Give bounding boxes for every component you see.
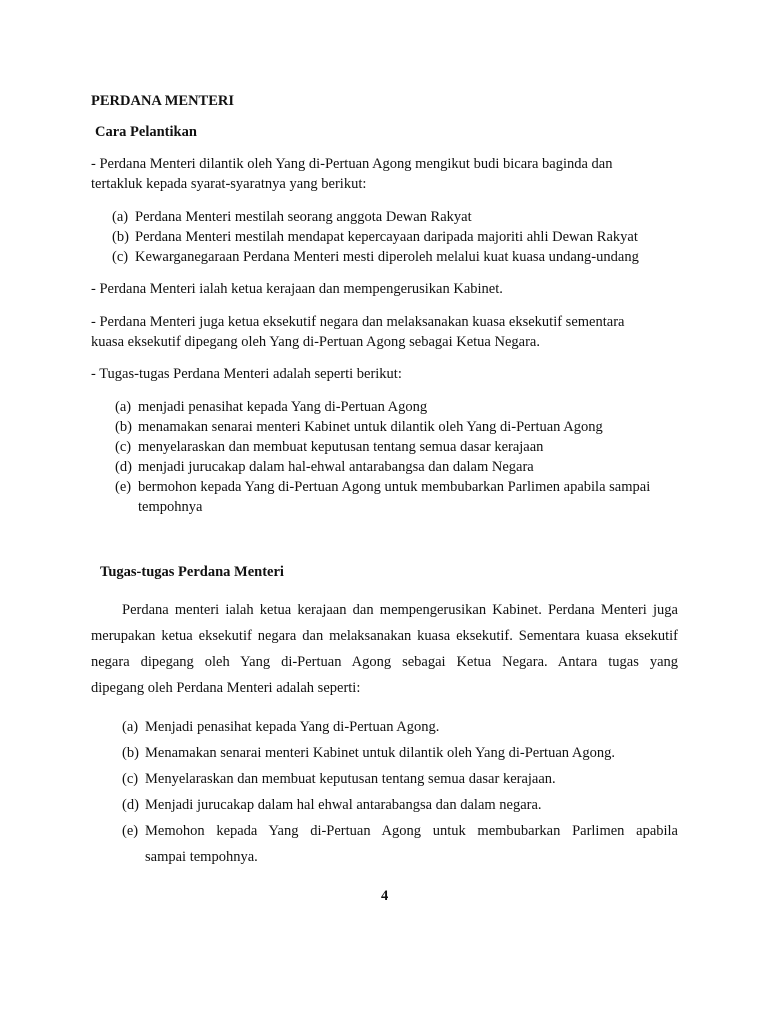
list-item-text: Menjadi jurucakap dalam hal ehwal antarabangsa dan dalam negara. — [145, 797, 542, 813]
list-item-text: Kewarganegaraan Perdana Menteri mesti diperoleh melalui kuat kuasa undang-undang — [135, 249, 639, 265]
list-item-text: Menjadi penasihat kepada Yang di-Pertuan Agong. — [145, 719, 440, 735]
list-item-label: (d) — [122, 797, 139, 813]
list-item-label: (c) — [122, 771, 139, 787]
list-item-label: (c) — [112, 249, 129, 265]
subheading-tugas-tugas: Tugas-tugas Perdana Menteri — [100, 564, 284, 580]
list-item-text: menjadi penasihat kepada Yang di-Pertuan Agong — [138, 399, 428, 415]
list-item-text: Menamakan senarai menteri Kabinet untuk dilantik oleh Yang di-Pertuan Agong. — [145, 745, 615, 761]
paragraph-line: - Perdana Menteri dilantik oleh Yang di-Pertuan Agong mengikut budi bicara baginda dan — [91, 156, 613, 172]
list-item-label: (e) — [115, 479, 132, 495]
list-item-label: (a) — [122, 719, 139, 735]
paragraph-line: kuasa eksekutif dipegang oleh Yang di-Pertuan Agong sebagai Ketua Negara. — [91, 334, 540, 350]
list-item-text: Perdana Menteri mestilah seorang anggota Dewan Rakyat — [135, 209, 472, 225]
list-item-label: (e) — [122, 823, 139, 839]
list-item-label: (d) — [115, 459, 132, 475]
subheading-cara-pelantikan: Cara Pelantikan — [95, 124, 197, 140]
list-item-text-continued: tempohnya — [138, 499, 203, 515]
list-item-text: bermohon kepada Yang di-Pertuan Agong untuk membubarkan Parlimen apabila sampai — [138, 479, 651, 495]
list-item-text: Perdana Menteri mestilah mendapat kepercayaan daripada majoriti ahli Dewan Rakyat — [135, 229, 638, 245]
paragraph-line: negara dipegang oleh Yang di-Pertuan Agong sebagai Ketua Negara. Antara tugas yang — [91, 654, 678, 670]
paragraph-line: tertakluk kepada syarat-syaratnya yang berikut: — [91, 176, 367, 192]
list-item-text-continued: sampai tempohnya. — [145, 849, 258, 865]
paragraph-line: Perdana menteri ialah ketua kerajaan dan mempengerusikan Kabinet. Perdana Menteri juga — [122, 602, 678, 618]
list-item-text: Memohon kepada Yang di-Pertuan Agong untuk membubarkan Parlimen apabila — [145, 823, 678, 839]
paragraph-line: - Tugas-tugas Perdana Menteri adalah seperti berikut: — [91, 366, 402, 382]
paragraph-line: merupakan ketua eksekutif negara dan melaksanakan kuasa eksekutif. Sementara kuasa eksekutif — [91, 628, 678, 644]
list-item-text: menyelaraskan dan membuat keputusan tentang semua dasar kerajaan — [138, 439, 544, 455]
paragraph-line: - Perdana Menteri juga ketua eksekutif negara dan melaksanakan kuasa eksekutif sementara — [91, 314, 625, 330]
list-item-text: menamakan senarai menteri Kabinet untuk dilantik oleh Yang di-Pertuan Agong — [138, 419, 603, 435]
list-item-label: (b) — [115, 419, 132, 435]
list-item-label: (b) — [122, 745, 139, 761]
list-item-text: Menyelaraskan dan membuat keputusan tentang semua dasar kerajaan. — [145, 771, 556, 787]
list-item-text: menjadi jurucakap dalam hal-ehwal antarabangsa dan dalam Negara — [138, 459, 534, 475]
list-item-label: (b) — [112, 229, 129, 245]
list-item-label: (c) — [115, 439, 132, 455]
list-item-label: (a) — [112, 209, 129, 225]
page-number: 4 — [381, 888, 389, 904]
page-heading: PERDANA MENTERI — [91, 93, 234, 109]
list-item-label: (a) — [115, 399, 132, 415]
paragraph-line: dipegang oleh Perdana Menteri adalah seperti: — [91, 680, 361, 696]
paragraph-line: - Perdana Menteri ialah ketua kerajaan dan mempengerusikan Kabinet. — [91, 281, 503, 297]
